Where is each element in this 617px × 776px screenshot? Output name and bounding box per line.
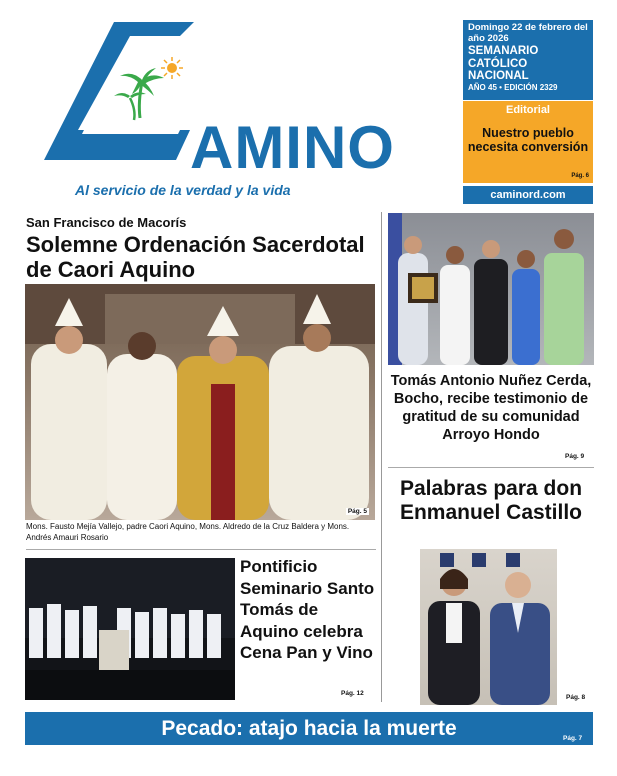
editorial-label: Editorial — [505, 104, 550, 116]
right-divider — [388, 467, 594, 468]
castillo-headline[interactable]: Palabras para don Enmanuel Castillo — [399, 477, 583, 524]
website-link[interactable]: caminord.com — [463, 186, 593, 204]
masthead — [0, 0, 617, 210]
gratitude-headline[interactable]: Tomás Antonio Nuñez Cerda, Bocho, recibe testimonio de gratitud de su comunidad Arroyo Hondo — [390, 373, 592, 443]
tagline: Al servicio de la verdad y la vida — [75, 182, 291, 198]
seminary-page: Pág. 12 — [341, 690, 364, 697]
castillo-page: Pág. 8 — [566, 694, 586, 701]
issue-date: Domingo 22 de febrero del año 2026 — [468, 22, 588, 44]
editorial-box[interactable] — [463, 101, 593, 183]
banner-headline[interactable]: Pecado: atajo hacia la muerte — [161, 717, 457, 740]
column-divider — [381, 212, 382, 702]
logo-wordmark: AMINO — [190, 114, 395, 181]
gratitude-photo — [388, 213, 594, 365]
gratitude-page: Pág. 9 — [565, 453, 585, 460]
edition-number: AÑO 45 • EDICIÓN 2329 — [468, 82, 558, 92]
couple-portrait-icon — [420, 549, 557, 705]
main-story-kicker: San Francisco de Macorís — [26, 215, 187, 230]
main-story-page: Pág. 5 — [347, 508, 367, 515]
seminary-headline[interactable]: Pontificio Seminario Santo Tomás de Aquino celebra Cena Pan y Vino — [240, 557, 375, 662]
castillo-photo — [420, 549, 557, 705]
choir-group-icon — [25, 558, 235, 700]
banner-page: Pág. 7 — [563, 735, 583, 742]
seminary-photo — [25, 558, 235, 700]
camino-logo-icon — [44, 22, 194, 174]
editorial-page: Pág. 6 — [571, 173, 589, 179]
issue-info-box — [463, 20, 593, 100]
section-divider — [26, 549, 376, 550]
publication-type: SEMANARIO CATÓLICO NACIONAL — [468, 45, 539, 82]
ordination-photo — [25, 284, 375, 520]
photo-caption: Mons. Fausto Mejía Vallejo, padre Caori Aquino, Mons. Aldredo de la Cruz Baldera y Mons. Andrés Amauri Rosario — [26, 522, 350, 542]
main-story-headline[interactable]: Solemne Ordenación Sacerdotal de Caori Aquino — [26, 232, 365, 282]
editorial-title: Nuestro pueblo necesita conversión — [467, 126, 589, 154]
clergy-figures-icon — [25, 284, 375, 520]
award-group-icon — [388, 213, 594, 365]
